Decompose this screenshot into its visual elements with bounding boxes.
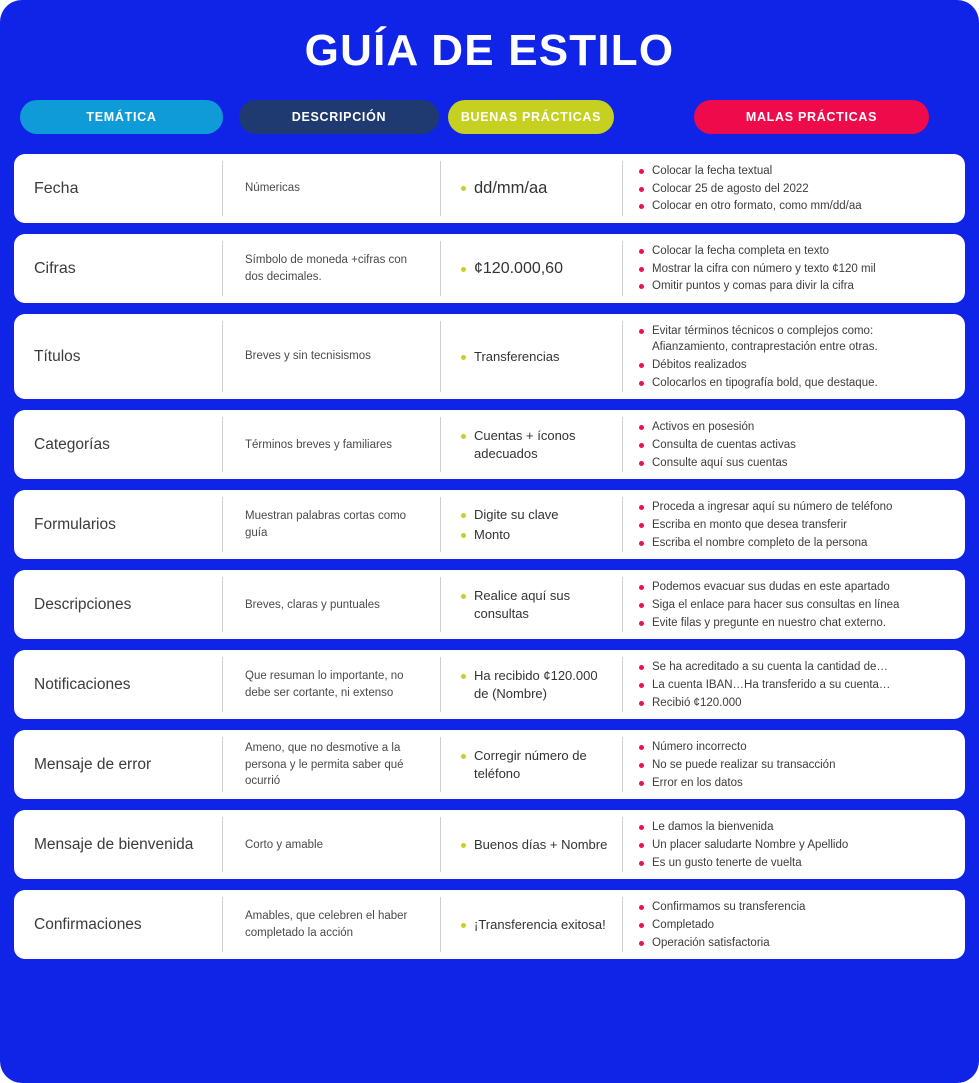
topic-label: Notificaciones xyxy=(34,676,131,694)
good-practice-list xyxy=(461,914,614,935)
cell-tematica xyxy=(14,577,222,632)
description-text: Númericas xyxy=(245,182,300,195)
cell-descripcion xyxy=(222,161,440,216)
cell-tematica xyxy=(14,161,222,216)
cell-descripcion xyxy=(222,657,440,712)
bad-practice-item: Colocarlos en tipografía bold, que destaque. xyxy=(639,375,951,391)
topic-label: Mensaje de error xyxy=(34,756,152,774)
cell-descripcion xyxy=(222,497,440,552)
cell-malas-practicas xyxy=(622,897,965,952)
bad-practice-item: Evitar términos técnicos o complejos como: Afianzamiento, contraprestación entre otras. xyxy=(639,323,951,356)
column-header-malas-practicas: MALAS PRÁCTICAS xyxy=(694,100,929,134)
cell-tematica xyxy=(14,897,222,952)
cell-buenas-practicas xyxy=(440,497,622,552)
bad-practice-item: Omitir puntos y comas para divir la cifra xyxy=(639,278,951,294)
description-text: Breves y sin tecnisismos xyxy=(245,350,371,363)
cell-descripcion xyxy=(222,417,440,472)
bad-practice-item: Recibió ¢120.000 xyxy=(639,695,951,711)
cell-malas-practicas xyxy=(622,577,965,632)
description-text: Amables, que celebren el haber completado la acción xyxy=(245,910,408,939)
cell-descripcion xyxy=(222,321,440,392)
cell-buenas-practicas xyxy=(440,161,622,216)
cell-malas-practicas xyxy=(622,417,965,472)
cell-malas-practicas xyxy=(622,241,965,296)
cell-buenas-practicas xyxy=(440,657,622,712)
bad-practice-list xyxy=(639,737,951,792)
good-practice-list xyxy=(461,176,614,202)
bad-practice-item: Colocar en otro formato, como mm/dd/aa xyxy=(639,198,951,214)
table-row xyxy=(14,650,965,719)
table-row xyxy=(14,154,965,223)
bad-practice-item: Consulta de cuentas activas xyxy=(639,437,951,453)
bad-practice-list xyxy=(639,897,951,952)
bad-practice-item: Débitos realizados xyxy=(639,357,951,373)
good-practice-item: Digite su clave xyxy=(461,506,614,524)
good-practice-list xyxy=(461,256,614,281)
bad-practice-list xyxy=(639,657,951,712)
page-title: GUÍA DE ESTILO xyxy=(304,26,675,75)
description-text: Términos breves y familiares xyxy=(245,438,392,451)
bad-practice-item: Podemos evacuar sus dudas en este apartado xyxy=(639,579,951,595)
cell-tematica xyxy=(14,321,222,392)
bad-practice-item: Operación satisfactoria xyxy=(639,935,951,951)
bad-practice-list xyxy=(639,417,951,472)
good-practice-item: dd/mm/aa xyxy=(461,177,614,200)
good-practice-item: Monto xyxy=(461,526,614,544)
bad-practice-list xyxy=(639,497,951,552)
cell-buenas-practicas xyxy=(440,417,622,472)
cell-descripcion xyxy=(222,737,440,792)
bad-practice-item: Colocar la fecha completa en texto xyxy=(639,243,951,259)
column-header-buenas-practicas: BUENAS PRÁCTICAS xyxy=(448,100,614,134)
cell-malas-practicas xyxy=(622,497,965,552)
good-practice-list xyxy=(461,745,614,784)
good-practice-item: Buenos días + Nombre xyxy=(461,836,614,854)
topic-label: Confirmaciones xyxy=(34,916,142,934)
description-text: Muestran palabras cortas como guía xyxy=(245,510,407,539)
bad-practice-item: Se ha acreditado a su cuenta la cantidad de… xyxy=(639,659,951,675)
good-practice-list xyxy=(461,505,614,545)
cell-malas-practicas xyxy=(622,321,965,392)
good-practice-item: Corregir número de teléfono xyxy=(461,747,614,783)
cell-descripcion xyxy=(222,897,440,952)
bad-practice-item: Consulte aquí sus cuentas xyxy=(639,455,951,471)
cell-malas-practicas xyxy=(622,161,965,216)
cell-buenas-practicas xyxy=(440,577,622,632)
cell-buenas-practicas xyxy=(440,817,622,872)
cell-tematica xyxy=(14,241,222,296)
cell-tematica xyxy=(14,497,222,552)
description-text: Breves, claras y puntuales xyxy=(245,598,380,611)
bad-practice-item: Un placer saludarte Nombre y Apellido xyxy=(639,837,951,853)
bad-practice-item: Escriba el nombre completo de la persona xyxy=(639,535,951,551)
cell-tematica xyxy=(14,737,222,792)
cell-malas-practicas xyxy=(622,737,965,792)
column-header-tematica: TEMÁTICA xyxy=(20,100,223,134)
cell-descripcion xyxy=(222,241,440,296)
cell-descripcion xyxy=(222,577,440,632)
bad-practice-item: Número incorrecto xyxy=(639,739,951,755)
topic-label: Cifras xyxy=(34,259,76,277)
cell-buenas-practicas xyxy=(440,897,622,952)
bad-practice-item: Le damos la bienvenida xyxy=(639,819,951,835)
bad-practice-item: La cuenta IBAN…Ha transferido a su cuenta… xyxy=(639,677,951,693)
bad-practice-list xyxy=(639,321,951,392)
guideline-rows xyxy=(14,154,965,959)
description-text: Corto y amable xyxy=(245,838,323,851)
cell-buenas-practicas xyxy=(440,737,622,792)
good-practice-item: Ha recibido ¢120.000 de (Nombre) xyxy=(461,667,614,703)
topic-label: Formularios xyxy=(34,516,116,534)
bad-practice-item: Evite filas y pregunte en nuestro chat externo. xyxy=(639,615,951,631)
column-header-row xyxy=(0,100,979,138)
bad-practice-item: No se puede realizar su transacción xyxy=(639,757,951,773)
cell-tematica xyxy=(14,417,222,472)
table-row xyxy=(14,570,965,639)
topic-label: Fecha xyxy=(34,179,79,197)
good-practice-item: ¢120.000,60 xyxy=(461,258,614,280)
table-row xyxy=(14,490,965,559)
good-practice-item: Realice aquí sus consultas xyxy=(461,587,614,623)
topic-label: Descripciones xyxy=(34,596,132,614)
topic-label: Títulos xyxy=(34,348,81,366)
description-text: Ameno, que no desmotive a la persona y le permita saber qué ocurrió xyxy=(245,741,404,788)
column-header-descripcion: DESCRIPCIÓN xyxy=(239,100,439,134)
good-practice-list xyxy=(461,426,614,465)
cell-tematica xyxy=(14,817,222,872)
cell-buenas-practicas xyxy=(440,241,622,296)
cell-descripcion xyxy=(222,817,440,872)
good-practice-list xyxy=(461,665,614,704)
table-row xyxy=(14,410,965,479)
good-practice-list xyxy=(461,585,614,624)
good-practice-list xyxy=(461,834,614,855)
bad-practice-item: Activos en posesión xyxy=(639,419,951,435)
bad-practice-item: Es un gusto tenerte de vuelta xyxy=(639,855,951,871)
bad-practice-list xyxy=(639,577,951,632)
good-practice-item: ¡Transferencia exitosa! xyxy=(461,916,614,934)
bad-practice-item: Mostrar la cifra con número y texto ¢120 mil xyxy=(639,261,951,277)
good-practice-item: Transferencias xyxy=(461,348,614,366)
bad-practice-item: Proceda a ingresar aquí su número de teléfono xyxy=(639,499,951,515)
cell-tematica xyxy=(14,657,222,712)
bad-practice-item: Confirmamos su transferencia xyxy=(639,899,951,915)
bad-practice-item: Colocar la fecha textual xyxy=(639,163,951,179)
table-row xyxy=(14,890,965,959)
bad-practice-item: Escriba en monto que desea transferir xyxy=(639,517,951,533)
description-text: Símbolo de moneda +cifras con dos decimales. xyxy=(245,253,408,283)
good-practice-list xyxy=(461,346,614,367)
table-row xyxy=(14,810,965,879)
bad-practice-item: Completado xyxy=(639,917,951,933)
cell-malas-practicas xyxy=(622,657,965,712)
cell-malas-practicas xyxy=(622,817,965,872)
good-practice-item: Cuentas + íconos adecuados xyxy=(461,427,614,463)
cell-buenas-practicas xyxy=(440,321,622,392)
bad-practice-list xyxy=(639,817,951,872)
bad-practice-item: Siga el enlace para hacer sus consultas en línea xyxy=(639,597,951,613)
table-row xyxy=(14,234,965,303)
title-bar xyxy=(0,0,979,74)
bad-practice-list xyxy=(639,161,951,216)
table-row xyxy=(14,314,965,399)
topic-label: Mensaje de bienvenida xyxy=(34,836,194,854)
table-row xyxy=(14,730,965,799)
bad-practice-item: Colocar 25 de agosto del 2022 xyxy=(639,181,951,197)
description-text: Que resuman lo importante, no debe ser cortante, ni extenso xyxy=(245,670,404,699)
topic-label: Categorías xyxy=(34,436,110,454)
bad-practice-list xyxy=(639,241,951,296)
bad-practice-item: Error en los datos xyxy=(639,775,951,791)
